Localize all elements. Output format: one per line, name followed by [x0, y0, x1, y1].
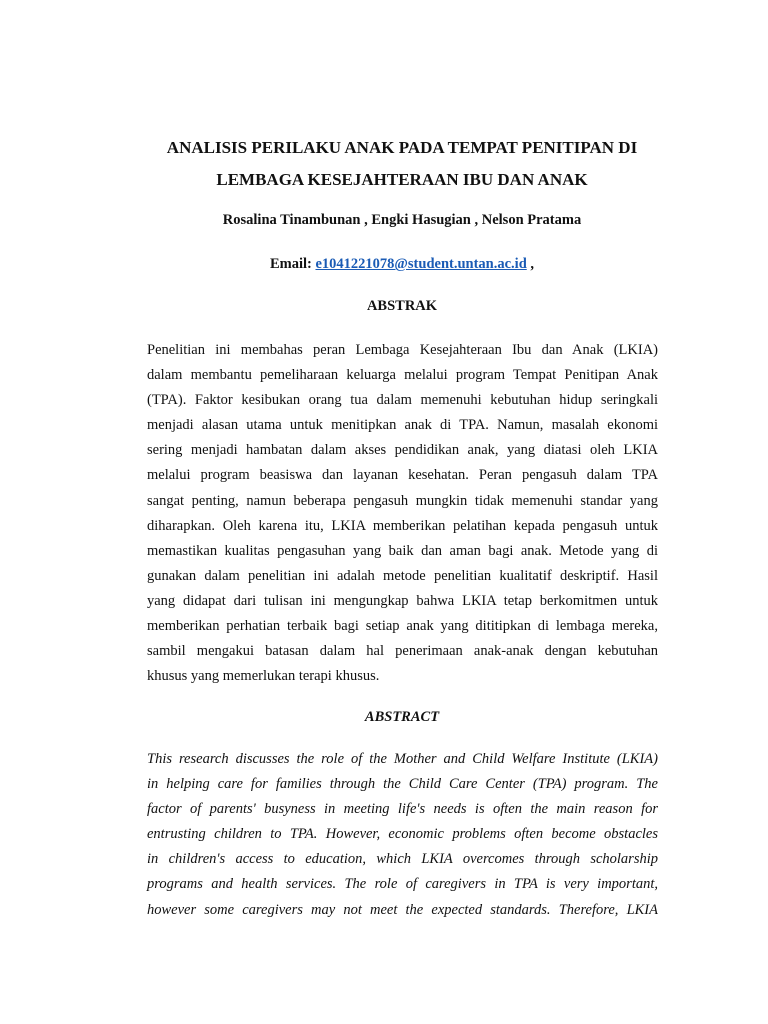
abstract-line: factor of parents' busyness in meeting life's needs is often the main reason for [147, 801, 658, 818]
abstract-line: entrusting children to TPA. However, economic problems often become obstacles [147, 826, 658, 843]
email-label: Email: [269, 256, 312, 272]
author-list: Rosalina Tinambunan , Engki Hasugian , Nelson Pratama [222, 212, 582, 228]
abstrak-heading: ABSTRAK [366, 298, 438, 314]
abstrak-line: sering menjadi hambatan dalam akses pendidikan anak, yang diatasi oleh LKIA [147, 442, 658, 459]
abstrak-line: khusus yang memerlukan terapi khusus. [147, 668, 380, 685]
abstrak-line: memberikan perhatian terbaik bagi setiap anak yang dititipkan di lembaga mereka, [147, 618, 658, 635]
abstrak-line: melalui program beasiswa dan layanan kesehatan. Peran pengasuh dalam TPA [147, 467, 658, 484]
email-link[interactable]: e1041221078@student.untan.ac.id [315, 256, 527, 272]
title-line: ANALISIS PERILAKU ANAK PADA TEMPAT PENITIPAN DI [166, 138, 638, 157]
abstrak-line: yang didapat dari tulisan ini mengungkap bahwa LKIA tetap berkomitmen untuk [147, 592, 658, 609]
abstrak-line: diharapkan. Oleh karena itu, LKIA memberikan pelatihan kepada pengasuh untuk [147, 517, 658, 534]
abstrak-line: (TPA). Faktor kesibukan orang tua dalam memenuhi kebutuhan hidup seringkali [147, 392, 658, 409]
email-suffix: , [526, 256, 535, 272]
abstrak-line: sambil mengakui batasan dalam hal penerimaan anak-anak dengan kebutuhan [147, 643, 658, 660]
abstrak-line: gunakan dalam penelitian ini adalah metode penelitian kualitatif deskriptif. Hasil [147, 567, 658, 584]
abstract-paragraph [147, 747, 658, 923]
abstrak-line: Penelitian ini membahas peran Lembaga Kesejahteraan Ibu dan Anak (LKIA) [147, 342, 658, 358]
abstract-line: however some caregivers may not meet the expected standards. Therefore, LKIA [147, 901, 658, 918]
abstrak-line: menjadi alasan utama untuk menitipkan anak di TPA. Namun, masalah ekonomi [147, 417, 658, 434]
abstrak-paragraph [147, 338, 658, 689]
abstract-line: programs and health services. The role of caregivers in TPA is very important, [147, 876, 658, 893]
paper-title [100, 132, 704, 196]
title-line: LEMBAGA KESEJAHTERAAN IBU DAN ANAK [216, 170, 588, 189]
abstract-line: in children's access to education, which LKIA overcomes through scholarship [147, 851, 658, 868]
abstrak-line: sangat penting, namun beberapa pengasuh mungkin tidak memenuhi standar yang [147, 492, 658, 509]
abstract-line: This research discusses the role of the Mother and Child Welfare Institute (LKIA) [147, 751, 658, 767]
abstract-heading: ABSTRACT [364, 709, 440, 725]
abstract-line: in helping care for families through the Child Care Center (TPA) program. The [147, 776, 658, 793]
abstrak-line: dalam membantu pemeliharaan keluarga melalui program Tempat Penitipan Anak [147, 367, 658, 384]
email-line [100, 256, 704, 273]
abstrak-line: memastikan kualitas pengasuhan yang baik dan aman bagi anak. Metode yang di [147, 542, 658, 559]
